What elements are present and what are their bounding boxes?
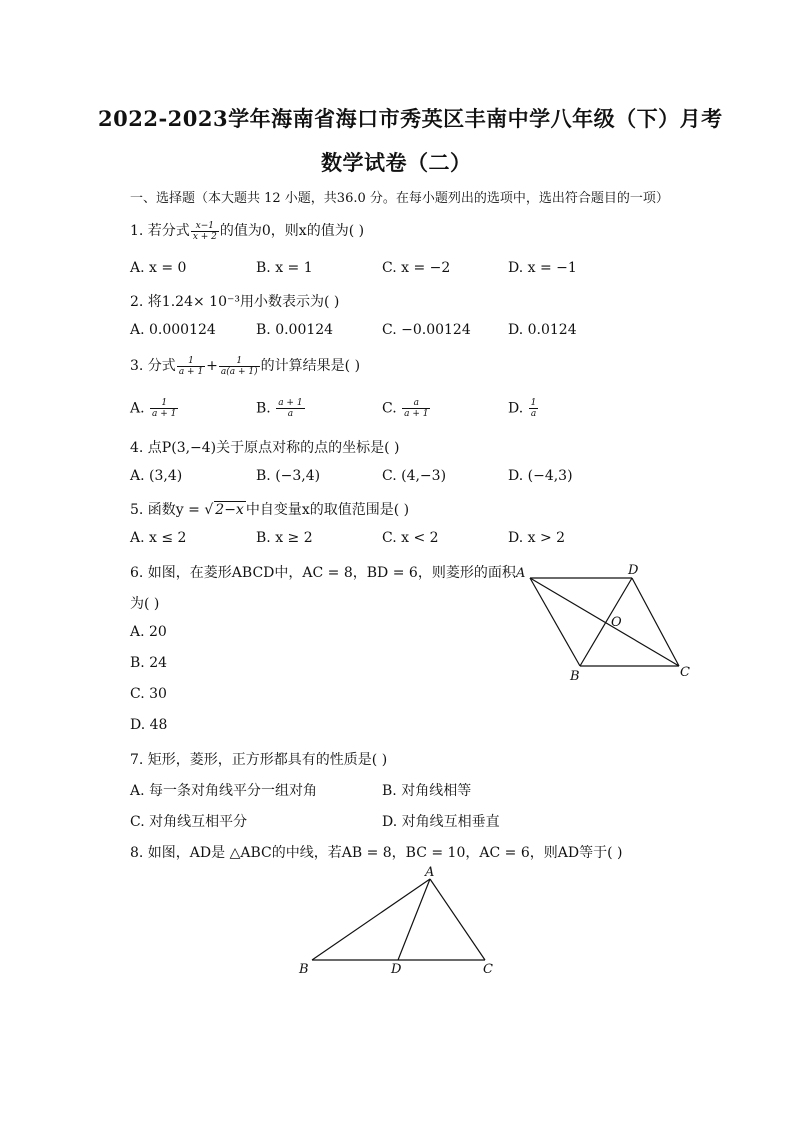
label-d: D <box>391 962 402 977</box>
q7-option-d[interactable]: D. 对角线互相垂直 <box>382 814 500 830</box>
label-b: B <box>570 669 580 684</box>
q6-option-d[interactable]: D. 48 <box>130 717 168 733</box>
q3-prefix: 3. 分式 <box>130 358 176 374</box>
q3-fraction-2: $\frac{1}{a(a + 1)}$ <box>220 355 258 377</box>
q2-option-a[interactable]: A. 0.000124 <box>130 322 216 338</box>
q6-option-c[interactable]: C. 30 <box>130 686 167 702</box>
q1-suffix: 的值为0，则x的值为( ) <box>219 223 365 239</box>
question-2: 2. 将1.24× 10⁻³用小数表示为( ) <box>130 294 340 310</box>
q1-fraction: $\frac{x-1}{x + 2}$ <box>192 220 217 242</box>
question-7: 7. 矩形，菱形，正方形都具有的性质是( ) <box>130 752 388 768</box>
q3-plus: + <box>206 358 218 374</box>
side-ac <box>430 879 485 960</box>
title-line-1: 2022-2023学年海南省海口市秀英区丰南中学八年级（下）月考 <box>98 106 723 131</box>
label-o: O <box>611 615 622 630</box>
q6-option-b[interactable]: B. 24 <box>130 655 168 671</box>
q2-option-d[interactable]: D. 0.0124 <box>508 322 577 338</box>
q1-option-d[interactable]: D. x = −1 <box>508 260 577 276</box>
q4-option-a[interactable]: A. (3,4) <box>130 468 183 484</box>
label-c: C <box>680 665 690 680</box>
question-6-line-1: 6. 如图，在菱形ABCD中，AC = 8，BD = 6，则菱形的面积 <box>130 565 516 581</box>
question-8: 8. 如图，AD是 △ABC的中线，若AB = 8，BC = 10，AC = 6，则AD等于( ) <box>130 845 623 861</box>
q1-option-a[interactable]: A. x = 0 <box>130 260 187 276</box>
q4-option-d[interactable]: D. (−4,3) <box>508 468 573 484</box>
q5-suffix: 中自变量x的取值范围是( ) <box>245 502 410 518</box>
label-c: C <box>483 962 493 977</box>
median-ad <box>398 879 430 960</box>
q2-option-b[interactable]: B. 0.00124 <box>256 322 334 338</box>
q1-option-c[interactable]: C. x = −2 <box>382 260 451 276</box>
q3-option-b[interactable]: B. $\frac{a + 1}{a}$ <box>256 398 303 419</box>
section-heading: 一、选择题（本大题共 12 小题，共36.0 分。在每小题列出的选项中，选出符合题目的一项） <box>130 191 669 206</box>
q7-option-b[interactable]: B. 对角线相等 <box>382 783 472 799</box>
q7-option-a[interactable]: A. 每一条对角线平分一组对角 <box>130 783 318 799</box>
sqrt-icon: √ <box>204 502 214 518</box>
q5-option-a[interactable]: A. x ≤ 2 <box>130 530 187 546</box>
question-5 <box>130 499 409 519</box>
question-1 <box>130 220 364 242</box>
q1-prefix: 1. 若分式 <box>130 223 190 239</box>
q5-option-d[interactable]: D. x > 2 <box>508 530 566 546</box>
question-4: 4. 点P(3,−4)关于原点对称的点的坐标是( ) <box>130 440 400 456</box>
q3-fraction-1: $\frac{1}{a + 1}$ <box>178 355 204 377</box>
q5-radicand: 2−x <box>215 502 244 518</box>
side-ba <box>530 578 580 666</box>
label-a: A <box>425 865 435 880</box>
label-b: B <box>299 962 309 977</box>
q4-option-b[interactable]: B. (−3,4) <box>256 468 321 484</box>
q5-option-b[interactable]: B. x ≥ 2 <box>256 530 313 546</box>
question-3 <box>130 355 360 377</box>
diagonal-ac <box>530 578 679 666</box>
q5-prefix: 5. 函数y = <box>130 502 205 518</box>
q3-option-a[interactable]: A. $\frac{1}{a + 1}$ <box>130 398 177 419</box>
q2-option-c[interactable]: C. −0.00124 <box>382 322 471 338</box>
question-6-line-2: 为( ) <box>130 596 160 612</box>
label-a: A <box>516 566 526 581</box>
q6-option-a[interactable]: A. 20 <box>130 624 167 640</box>
diagonal-bd <box>580 578 632 666</box>
q3-option-c[interactable]: C. $\frac{a}{a + 1}$ <box>382 398 429 419</box>
q3-suffix: 的计算结果是( ) <box>260 358 361 374</box>
side-ab <box>312 879 430 960</box>
q4-option-c[interactable]: C. (4,−3) <box>382 468 447 484</box>
q7-option-c[interactable]: C. 对角线互相平分 <box>130 814 248 830</box>
triangle-figure <box>295 862 505 980</box>
rhombus-figure <box>505 560 705 685</box>
title-line-2: 数学试卷（二） <box>321 150 472 175</box>
label-d: D <box>628 563 639 578</box>
q5-option-c[interactable]: C. x < 2 <box>382 530 439 546</box>
q1-option-b[interactable]: B. x = 1 <box>256 260 313 276</box>
q3-option-d[interactable]: D. $\frac{1}{a}$ <box>508 398 537 419</box>
